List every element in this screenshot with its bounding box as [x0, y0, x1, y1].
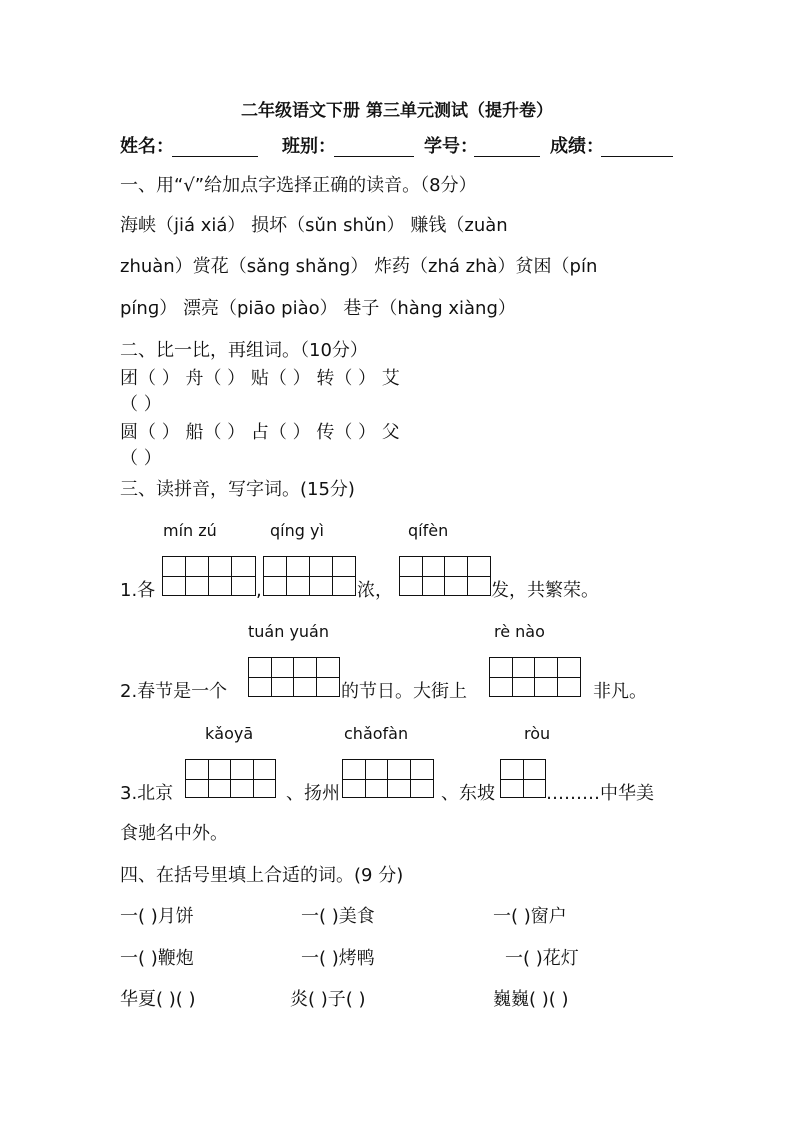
number-label: 学号： [424, 136, 478, 157]
pinyin-tuanyuan: tuán yuán [248, 622, 329, 641]
s3-text-a: 3.北京 [120, 783, 174, 804]
writing-grid-minzu[interactable] [162, 556, 256, 596]
s3-text-c: 、东坡 [441, 783, 495, 804]
q4-r1-b: 一( )美食 [301, 906, 375, 927]
q4-r1-a: 一( )月饼 [120, 906, 194, 927]
pinyin-chaofan: chǎofàn [344, 724, 409, 743]
q4-r3-a: 华夏( )( ) [120, 989, 196, 1010]
name-field[interactable] [172, 138, 258, 157]
q2-row2: 圆（ ） 船（ ） 占（ ） 传（ ） 父 [120, 422, 400, 443]
s2-text-c: 非凡。 [593, 681, 647, 702]
name-label: 姓名： [120, 136, 174, 157]
q4-r2-b: 一( )烤鸭 [301, 948, 375, 969]
q4-r2-c: 一( )花灯 [505, 948, 579, 969]
q3-heading: 三、读拼音，写字词。(15分) [120, 479, 355, 500]
pinyin-minzu: mín zú [163, 521, 217, 540]
s1-text-a: 1.各 [120, 580, 156, 601]
q4-r1-c: 一( )窗户 [493, 906, 567, 927]
q4-heading: 四、在括号里填上合适的词。(9 分) [120, 865, 404, 886]
s3-text-b: 、扬州 [286, 783, 340, 804]
q1-row3: pínɡ） 漂亮（piāo piào） 巷子（hàng xiàng） [120, 298, 516, 319]
q4-r3-c: 巍巍( )( ) [493, 989, 569, 1010]
page-title: 二年级语文下册 第三单元测试（提升卷） [241, 101, 553, 121]
s2-text-b: 的节日。大街上 [341, 681, 467, 702]
writing-grid-chaofan[interactable] [342, 759, 434, 798]
number-field[interactable] [474, 138, 540, 157]
writing-grid-rou[interactable] [500, 759, 546, 798]
q2-heading: 二、比一比，再组词。（10分） [120, 340, 368, 361]
s3-text-e: 食驰名中外。 [120, 823, 228, 844]
class-field[interactable] [334, 138, 414, 157]
pinyin-renao: rè nào [494, 622, 545, 641]
s1-text-c: 浓， [357, 580, 393, 601]
pinyin-qingyi: qíng yì [270, 521, 324, 540]
pinyin-kaoya: kǎoyā [205, 724, 254, 743]
q2-row1-wrap: （ ） [120, 394, 162, 415]
writing-grid-tuanyuan[interactable] [248, 657, 340, 697]
score-field[interactable] [601, 138, 673, 157]
q2-row1: 团（ ） 舟（ ） 贴（ ） 转（ ） 艾 [120, 368, 400, 389]
writing-grid-renao[interactable] [489, 657, 581, 697]
score-label: 成绩： [550, 136, 604, 157]
q4-r3-b: 炎( )子( ) [290, 989, 366, 1010]
q1-heading: 一、用“√”给加点字选择正确的读音。（8分） [120, 175, 477, 196]
q1-row1: 海峡（jiá xiá） 损坏（sǔn shǔn） 赚钱（zuàn [120, 215, 508, 236]
q4-r2-a: 一( )鞭炮 [120, 948, 194, 969]
class-label: 班别： [282, 136, 336, 157]
writing-grid-qingyi[interactable] [263, 556, 356, 596]
s1-text-b: , [256, 580, 262, 601]
writing-grid-qifen[interactable] [399, 556, 491, 596]
s2-text-a: 2.春节是一个 [120, 681, 228, 702]
writing-grid-kaoya[interactable] [185, 759, 276, 798]
pinyin-rou: ròu [524, 724, 551, 743]
q1-row2: zhuàn）赏花（sǎng shǎng） 炸药（zhá zhà）贫困（pín [120, 256, 598, 277]
s1-text-d: 发，共繁荣。 [491, 580, 599, 601]
s3-text-d: ………中华美 [546, 783, 654, 804]
pinyin-qifen: qífèn [408, 521, 449, 540]
q2-row2-wrap: （ ） [120, 448, 162, 469]
